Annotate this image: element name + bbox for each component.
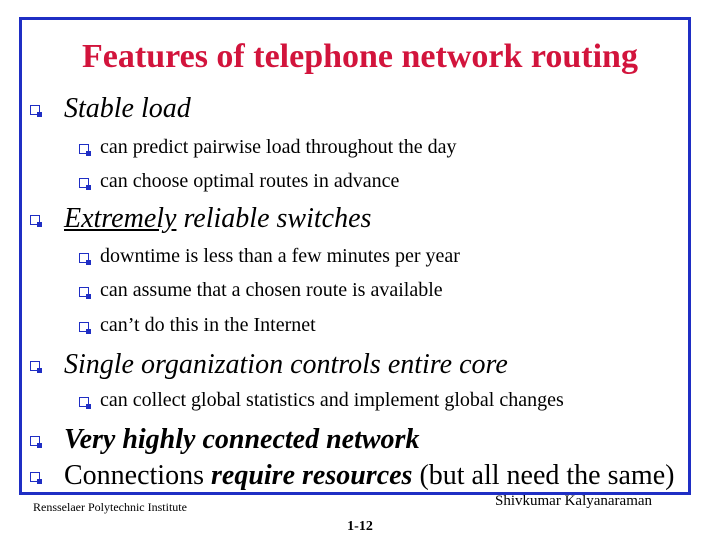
heading-rest: reliable switches — [176, 203, 372, 234]
page-number: 1-12 — [347, 519, 373, 534]
square-bullet-icon — [30, 436, 40, 446]
emphasis-bold-italic: require resources — [211, 460, 413, 491]
square-bullet-icon — [30, 215, 40, 225]
bullet-text: can assume that a chosen route is available — [100, 279, 443, 301]
bullet-text: downtime is less than a few minutes per year — [100, 245, 460, 267]
slide-title: Features of telephone network routing — [82, 38, 638, 75]
square-bullet-icon — [79, 287, 89, 297]
square-bullet-icon — [30, 361, 40, 371]
heading-plain: (but all need the same) — [412, 460, 675, 491]
square-bullet-icon — [30, 472, 40, 482]
footer-author: Shivkumar Kalyanaraman — [495, 493, 653, 509]
square-bullet-icon — [79, 144, 89, 154]
heading-highly-connected: Very highly connected network — [64, 424, 420, 455]
square-bullet-icon — [30, 105, 40, 115]
square-bullet-icon — [79, 178, 89, 188]
bullet-text: can’t do this in the Internet — [100, 314, 316, 336]
bullet-text: can choose optimal routes in advance — [100, 170, 400, 192]
emphasis-underlined: Extremely — [64, 203, 177, 234]
heading-connections — [64, 460, 674, 492]
heading-single-organization: Single organization controls entire core — [64, 349, 508, 380]
square-bullet-icon — [79, 253, 89, 263]
square-bullet-icon — [79, 397, 89, 407]
square-bullet-icon — [79, 322, 89, 332]
heading-stable-load: Stable load — [64, 93, 191, 124]
bullet-text: can collect global statistics and implement global changes — [100, 389, 564, 411]
footer-institution: Rensselaer Polytechnic Institute — [33, 500, 187, 514]
bullet-text: can predict pairwise load throughout the day — [100, 136, 457, 158]
heading-plain: Connections — [64, 460, 211, 491]
heading-reliable-switches — [64, 203, 371, 235]
